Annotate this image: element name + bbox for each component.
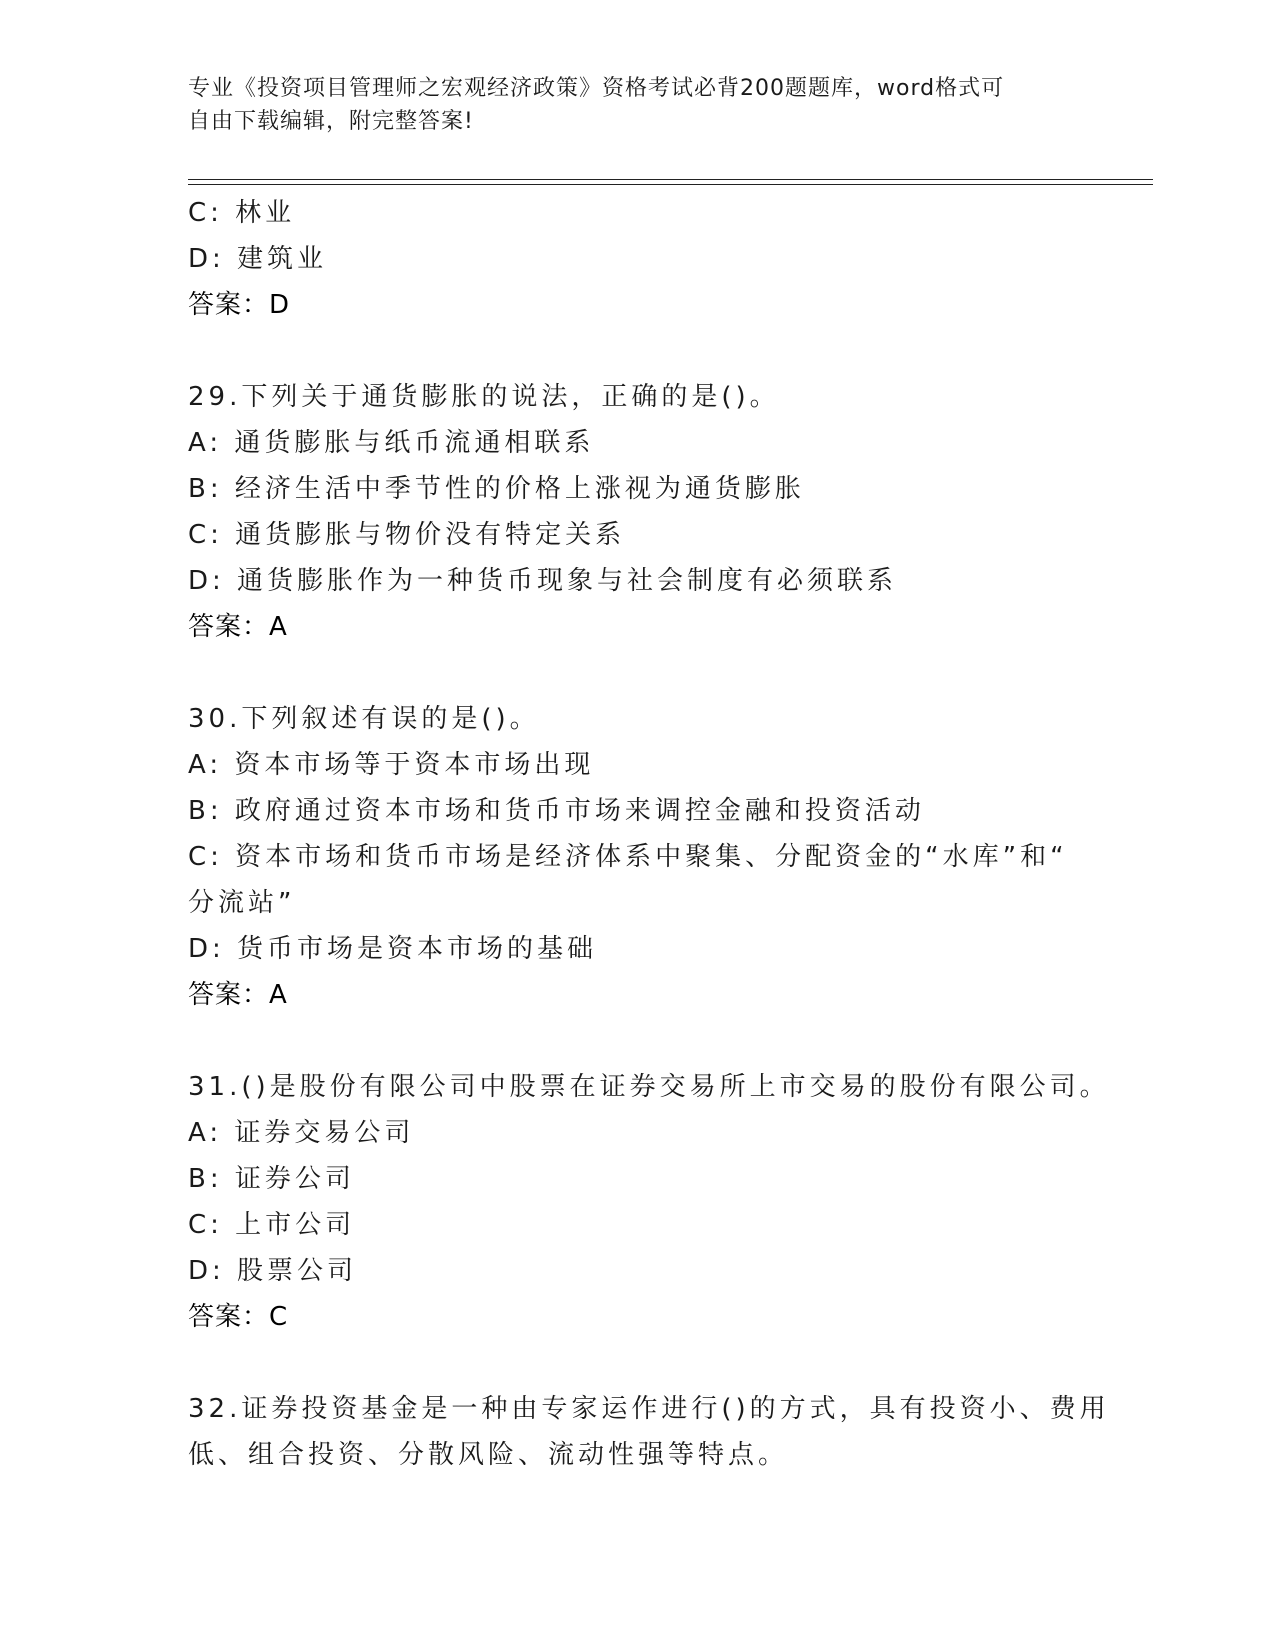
option-c: C: 林业	[188, 198, 296, 228]
option-d: D: 通货膨胀作为一种货币现象与社会制度有必须联系	[188, 566, 898, 596]
answer: 答案：C	[188, 1302, 289, 1332]
question-31	[188, 1064, 1110, 1340]
document-header	[188, 72, 1088, 138]
question-stem-continued: 低、组合投资、分散风险、流动性强等特点。	[188, 1440, 789, 1470]
question-29	[188, 374, 1088, 650]
question-32	[188, 1386, 1110, 1478]
question-stem: 29.下列关于通货膨胀的说法，正确的是()。	[188, 382, 780, 412]
option-c: C: 资本市场和货币市场是经济体系中聚集、分配资金的“水库”和“	[188, 842, 1068, 872]
option-b: B: 经济生活中季节性的价格上涨视为通货膨胀	[188, 474, 805, 504]
spacer	[188, 1340, 1088, 1386]
option-b: B: 政府通过资本市场和货币市场来调控金融和投资活动	[188, 796, 925, 826]
option-c: C: 通货膨胀与物价没有特定关系	[188, 520, 626, 550]
header-title-line-1: 专业《投资项目管理师之宏观经济政策》资格考试必背200题题库，word格式可	[188, 76, 1005, 101]
option-b: B: 证券公司	[188, 1164, 355, 1194]
option-a: A: 通货膨胀与纸币流通相联系	[188, 428, 595, 458]
option-a: A: 资本市场等于资本市场出现	[188, 750, 595, 780]
answer: 答案：A	[188, 980, 288, 1010]
question-28	[188, 190, 1088, 328]
question-stem: 30.下列叙述有误的是()。	[188, 704, 540, 734]
option-d: D: 建筑业	[188, 244, 328, 274]
option-d: D: 货币市场是资本市场的基础	[188, 934, 598, 964]
header-divider-bottom	[188, 184, 1153, 185]
option-c-continued: 分流站”	[188, 888, 296, 918]
spacer	[188, 1018, 1088, 1064]
spacer	[188, 328, 1088, 374]
question-stem: 32.证券投资基金是一种由专家运作进行()的方式，具有投资小、费用	[188, 1394, 1110, 1424]
answer: 答案：D	[188, 290, 291, 320]
header-divider-top	[188, 179, 1153, 180]
option-c: C: 上市公司	[188, 1210, 356, 1240]
header-title-line-2: 自由下载编辑，附完整答案!	[188, 109, 474, 134]
option-d: D: 股票公司	[188, 1256, 358, 1286]
spacer	[188, 650, 1088, 696]
question-30	[188, 696, 1088, 1018]
answer: 答案：A	[188, 612, 288, 642]
option-a: A: 证券交易公司	[188, 1118, 415, 1148]
question-list	[188, 190, 1110, 1478]
question-stem: 31.()是股份有限公司中股票在证券交易所上市交易的股份有限公司。	[188, 1072, 1110, 1102]
